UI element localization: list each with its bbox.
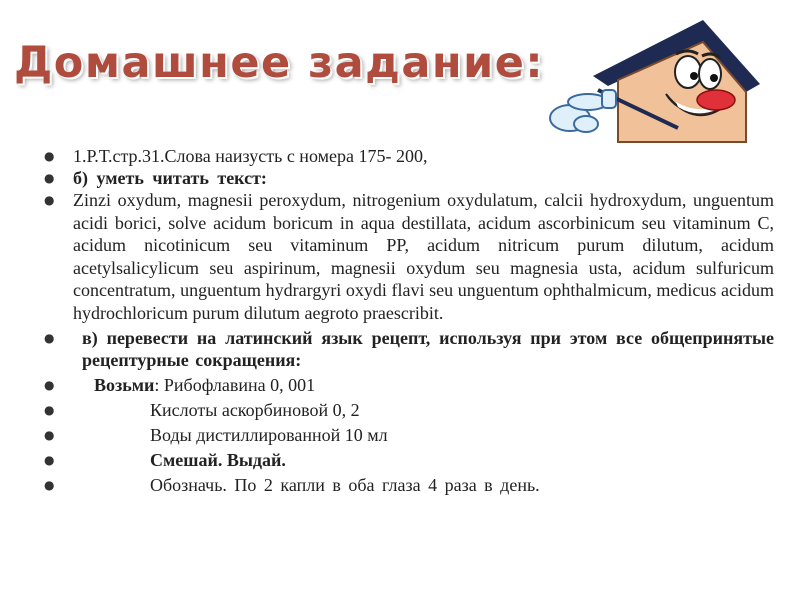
recipe-line: Кислоты аскорбиновой 0, 2 (150, 400, 360, 420)
list-item: ● 1.Р.Т.стр.31.Слова наизусть с номера 175- 200, (44, 145, 774, 167)
recipe-text: : Рибофлавина 0, 001 (154, 375, 316, 395)
list-item: ● Смешай. Выдай. (44, 449, 774, 471)
latin-text-paragraph: Zinzi oxydum, magnesii peroxydum, nitrogenium oxydulatum, calcii hydroxydum, unguentum acidi borici, solve acidum boricum in aqua destillata, acidum ascorbinicum seu vitaminum C, acidum nicotinicum seu vitaminum PP, acidum nitricum purum dilutum, acidum acetylsalicylicum seu aspirinum, magnesii oxydum seu magnesia usta, acidum sulfuricum concentratum, unguentum hydrargyri oxydi flavi seu unguentum ophthalmicum, medicus acidum hydrochloricum purum dilutum aegroto praescribit. (73, 190, 774, 323)
recipe-line (73, 374, 774, 396)
list-item: ● б) уметь читать текст: (44, 167, 774, 189)
list-item: ● Воды дистиллированной 10 мл (44, 424, 774, 446)
house-character-icon (538, 14, 788, 144)
item-text: в) перевести на латинский язык рецепт, используя при этом все общепринятые рецептурные сокращения: (82, 328, 774, 370)
recipe-line: Обозначь. По 2 капли в оба глаза 4 раза в день. (150, 475, 540, 495)
list-item: ● Обозначь. По 2 капли в оба глаза 4 раза в день. (44, 474, 774, 496)
list-item: ● Возьми: Рибофлавина 0, 001 (44, 374, 774, 396)
recipe-line: Воды дистиллированной 10 мл (150, 425, 388, 445)
recipe-label: Возьми (94, 375, 155, 395)
recipe-line: Смешай. Выдай. (150, 450, 286, 470)
list-item: ● Zinzi oxydum, magnesii peroxydum, nitrogenium oxydulatum, calcii hydroxydum, unguentum acidi borici, solve acidum boricum in aqua destillata, acidum ascorbinicum seu vitaminum C, acidum nicotinicum seu vitaminum PP, acidum nitricum purum dilutum, acidum acetylsalicylicum seu aspirinum, magnesii oxydum seu magnesia usta, acidum sulfuricum concentratum, unguentum hydrargyri oxydi flavi seu unguentum ophthalmicum, medicus acidum hydrochloricum purum dilutum aegroto praescribit. (44, 190, 774, 323)
slide-title: Домашнее задание: (14, 38, 545, 88)
item-text: б) уметь читать текст: (73, 168, 267, 188)
homework-list (44, 145, 774, 496)
list-item: ● Кислоты аскорбиновой 0, 2 (44, 399, 774, 421)
list-item: ● в) перевести на латинский язык рецепт, используя при этом все общепринятые рецептурные сокращения: (44, 328, 774, 370)
item-text: 1.Р.Т.стр.31.Слова наизусть с номера 175- 200, (73, 146, 428, 166)
